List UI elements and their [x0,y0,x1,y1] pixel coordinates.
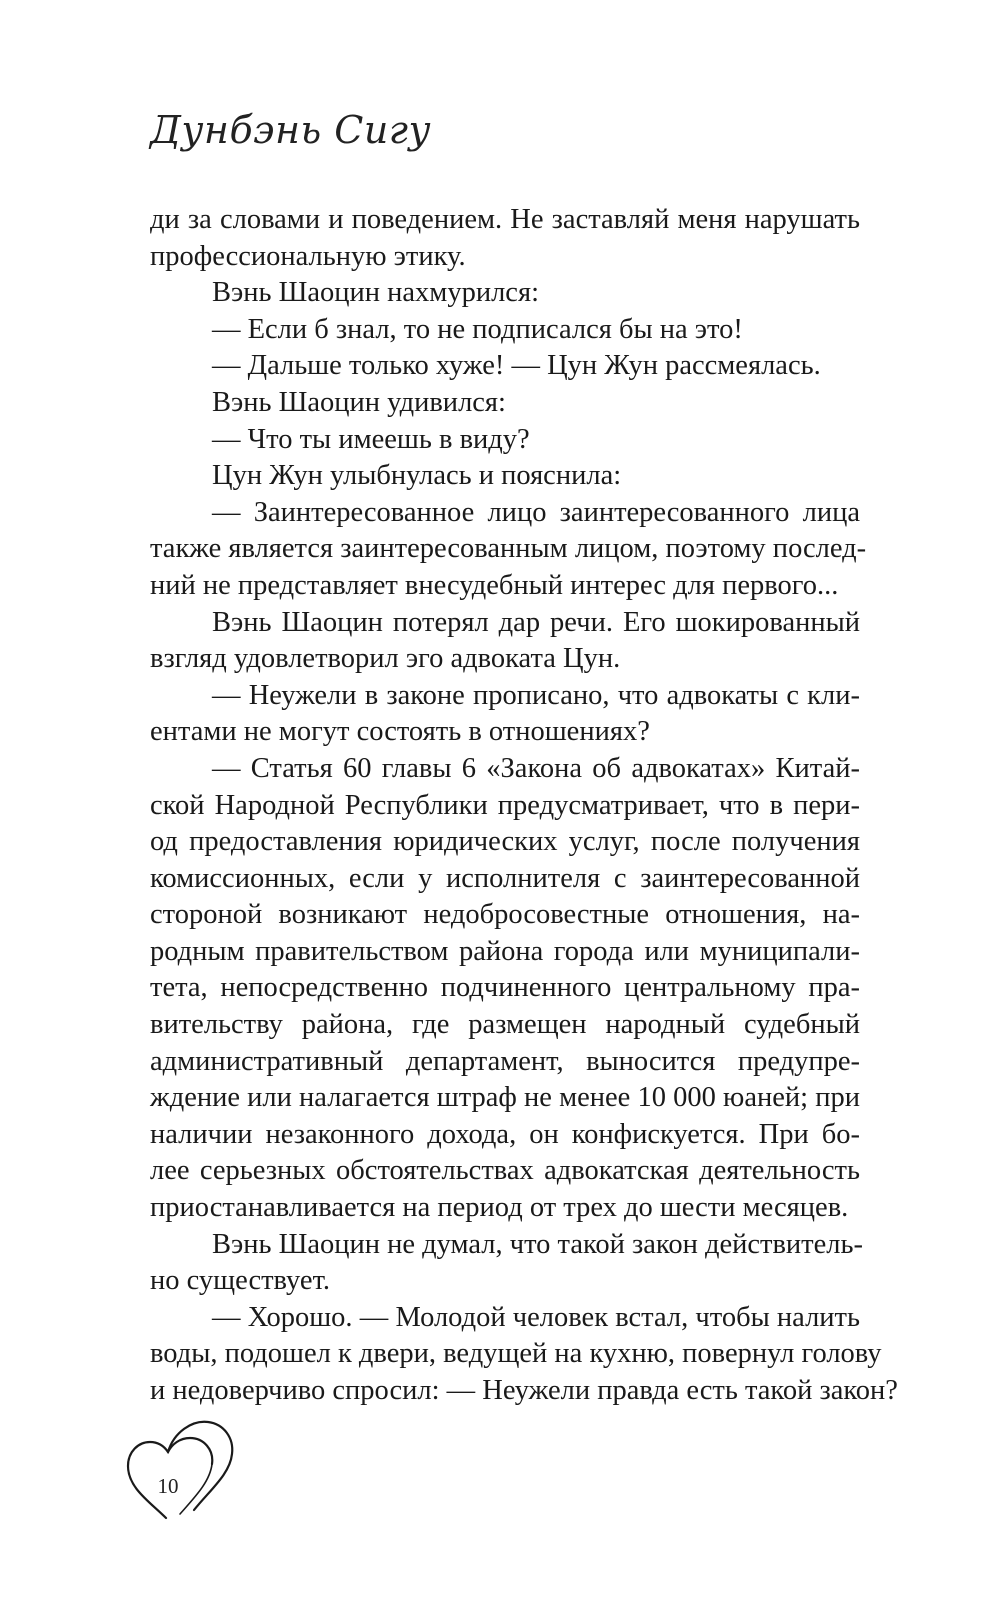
text-line: взгляд удовлетворил эго адвоката Цун. [150,643,621,675]
text-line: также является заинтересованным лицом, поэтому послед- [150,533,867,565]
text-line: Вэнь Шаоцин потерял дар речи. Его шокированный [212,606,860,638]
text-line: ской Народной Республики предусматривает, что в пери- [150,789,860,821]
text-line: вительству района, где размещен народный судебный [150,1009,860,1041]
text-line: — Что ты имеешь в виду? [212,423,530,455]
text-line: ди за словами и поведением. Не заставляй меня нарушать [150,204,860,235]
text-line: — Если б знал, то не подписался бы на это! [212,313,743,345]
text-line: воды, подошел к двери, ведущей на кухню, повернул голову [150,1338,882,1370]
text-line: профессиональную этику. [150,240,466,272]
text-line: Цун Жун улыбнулась и пояснила: [212,460,622,492]
double-heart-outline-icon [122,1418,242,1528]
text-line: — Дальше только хуже! — Цун Жун рассмеялась. [212,350,821,382]
text-line: Вэнь Шаоцин нахмурился: [212,277,539,309]
text-line: лее серьезных обстоятельствах адвокатская деятельность [150,1155,860,1187]
text-line: ентами не могут состоять в отношениях? [150,716,650,748]
running-head: Дунбэнь Сигу [150,108,432,152]
text-line: — Неужели в законе прописано, что адвокаты с кли- [212,679,860,711]
text-line: Вэнь Шаоцин не думал, что такой закон действитель- [212,1228,863,1260]
text-line: ждение или налагается штраф не менее 10 000 юаней; при [150,1082,860,1114]
text-line: — Статья 60 главы 6 «Закона об адвокатах» Китай- [212,752,860,784]
text-line: — Заинтересованное лицо заинтересованного лица [212,496,860,528]
text-line: комиссионных, если у исполнителя с заинтересованной [150,862,860,894]
text-line: приостанавливается на период от трех до шести месяцев. [150,1192,849,1224]
text-line: — Хорошо. — Молодой человек встал, чтобы налить [212,1301,860,1333]
text-line: стороной возникают недобросовестные отношения, на- [150,899,860,931]
body-text [150,202,898,1410]
text-line: од предоставления юридических услуг, после получения [150,826,860,858]
text-line: Вэнь Шаоцин удивился: [212,386,506,418]
text-line: административный департамент, выносится предупре- [150,1045,860,1077]
text-line: но существует. [150,1265,331,1297]
text-line: тета, непосредственно подчиненного центральному пра- [150,972,860,1004]
page-number: 10 [157,1474,179,1498]
text-line: родным правительством района города или муниципали- [150,935,860,967]
text-line: наличии незаконного дохода, он конфискуется. При бо- [150,1118,860,1150]
text-line: ний не представляет внесудебный интерес для первого... [150,569,839,601]
text-line: и недоверчиво спросил: — Неужели правда есть такой закон? [150,1375,898,1406]
